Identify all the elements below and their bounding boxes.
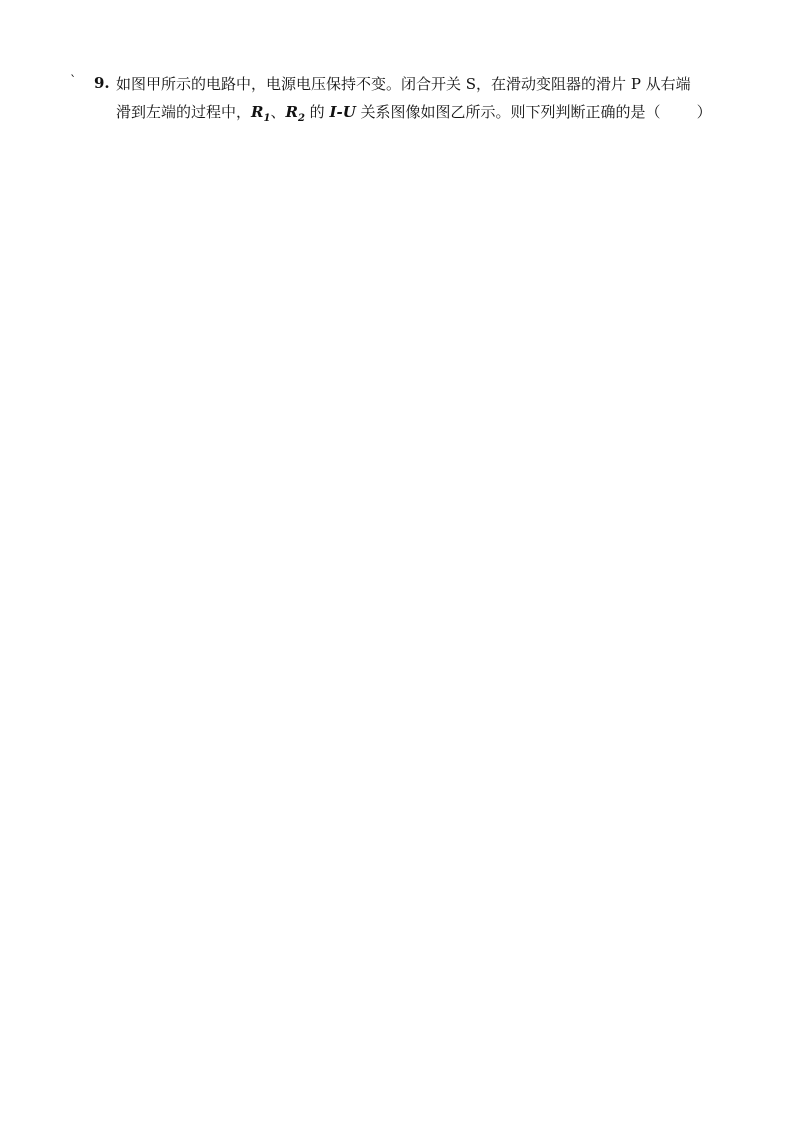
question-9-number: 9. <box>94 74 110 92</box>
q9-text: 的 <box>304 103 330 121</box>
q9-text: ） <box>696 103 712 121</box>
r1-symbol: $R_1$ <box>251 103 271 124</box>
iu-symbol: I-U <box>329 103 356 121</box>
question-9-line-2 <box>116 102 754 129</box>
q9-text: 关系图像如图乙所示。则下列判断正确的是（ <box>355 103 661 121</box>
r2-symbol: $R_2$ <box>285 103 305 124</box>
question-9-line-1: 如图甲所示的电路中，电源电压保持不变。闭合开关 S，在滑动变阻器的滑片 P 从右端 <box>116 75 691 93</box>
margin-mark: ` <box>70 74 77 89</box>
q9-separator: 、 <box>270 103 286 121</box>
q9-text: 滑到左端的过程中， <box>116 103 252 121</box>
